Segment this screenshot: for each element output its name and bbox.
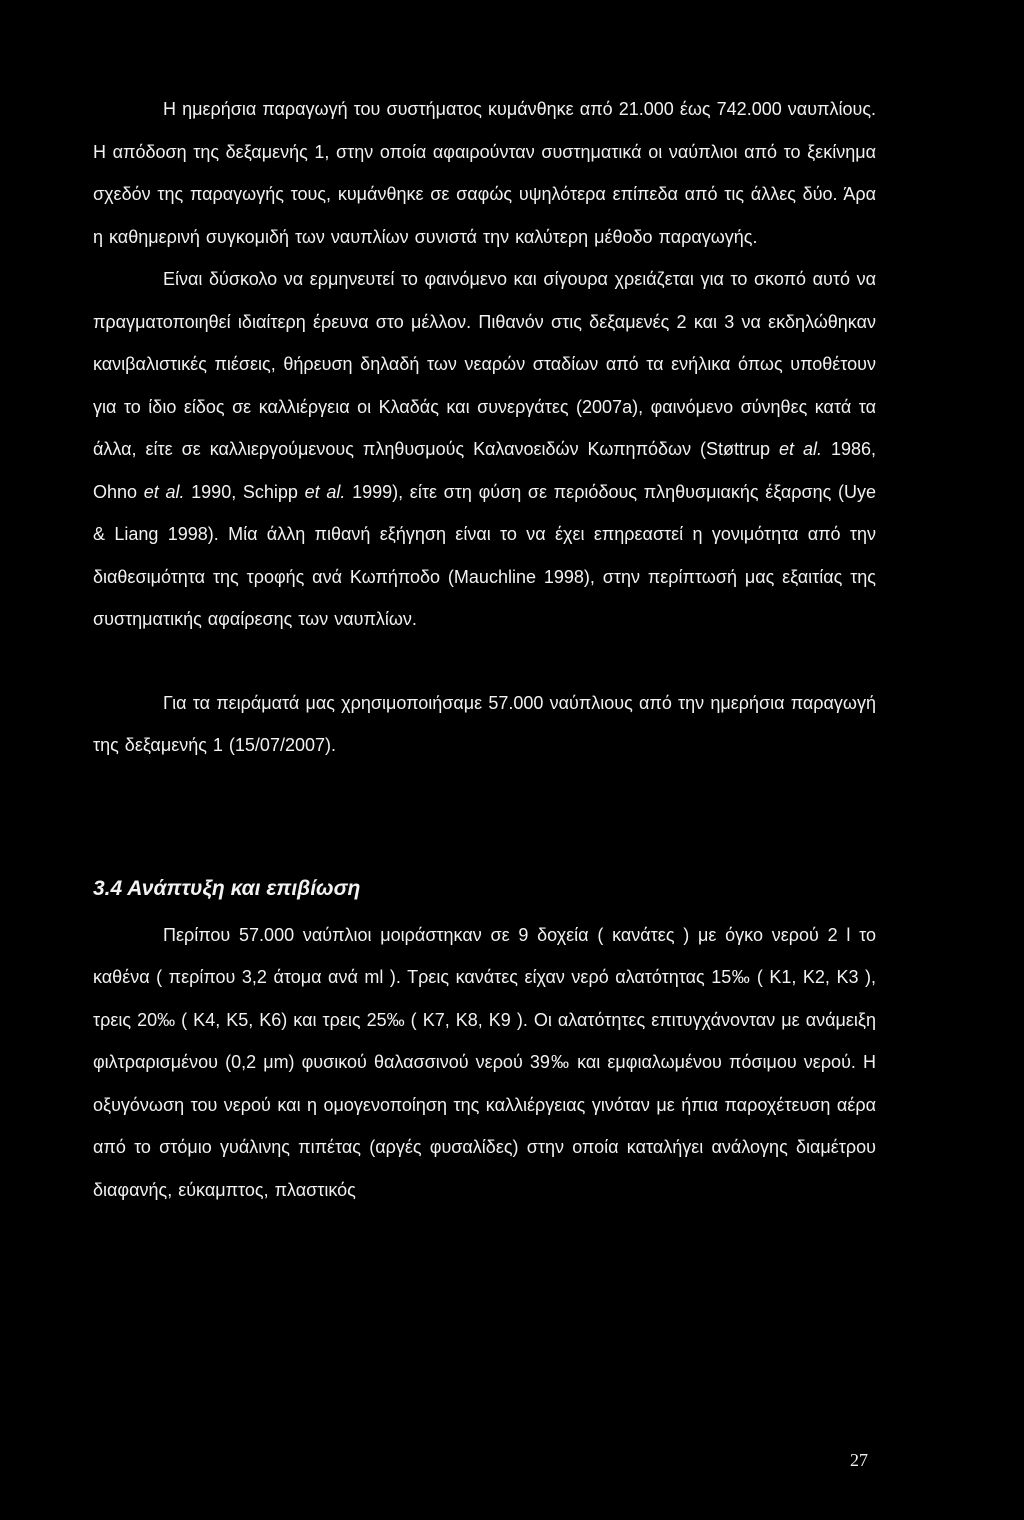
spacer bbox=[93, 767, 876, 874]
paragraph-growth-survival: Περίπου 57.000 ναύπλιοι μοιράστηκαν σε 9 δοχεία ( κανάτες ) με όγκο νερού 2 l το καθένα ( περίπου 3,2 άτομα ανά ml ). Τρεις κανάτες είχαν νερό αλατότητας 15‰ ( K1, K2, K3 ), τρεις 20‰ ( K4, K5, K6) και τρεις 25‰ ( K7, K8, K9 ). Οι αλατότητες επιτυγχάνονταν με ανάμειξη φιλτραρισμένου (0,2 μm) φυσικού θαλασσινού νερού 39‰ και εμφιαλωμένου πόσιμου νερού. Η οξυγόνωση του νερού και η ομογενοποίηση της καλλιέργειας γινόταν με ήπια παροχέτευση αέρα από το στόμιο γυάλινης πιπέτας (αργές φυσαλίδες) στην οποία καταλήγει ανάλογης διαμέτρου διαφανής, εύκαμπτος, πλαστικός bbox=[93, 924, 876, 1200]
citation-et-al: et al. bbox=[143, 481, 185, 502]
paragraph-text: Η ημερήσια παραγωγή του συστήματος κυμάνθηκε από 21.000 έως 742.000 ναυπλίους. Η απόδοση της δεξαμενής 1, στην οποία αφαιρούνταν συστηματικά οι ναύπλιοι από το ξεκίνημα σχεδόν της παραγωγής τους, κυμάνθηκε σε σαφώς υψηλότερα επίπεδα από τις άλλες δύο. Άρα η καθημερινή συγκομιδή των ναυπλίων συνιστά την καλύτερη μέθοδο παραγωγής. bbox=[93, 99, 876, 247]
paragraph-text: Είναι δύσκολο να ερμηνευτεί το φαινόμενο και σίγουρα χρειάζεται για το σκοπό αυτό να πραγματοποιηθεί ιδιαίτερη έρευνα στο μέλλον. Πιθανόν στις δεξαμενές 2 και 3 να εκδηλώθηκαν κανιβαλιστικές πιέσεις, θήρευση δηλαδή των νεαρών σταδίων από τα ενήλικα όπως υποθέτουν για το ίδιο είδος σε καλλιέργεια οι Κλαδάς και συνεργάτες (2007a), φαινόμενο σύνηθες κατά τα άλλα, είτε σε καλλιεργούμενους πληθυσμούς Καλανοειδών Κωπηπόδων (Støttrup bbox=[93, 269, 876, 459]
paragraph-text: 1999), είτε στη φύση σε περιόδους πληθυσμιακής έξαρσης (Uye & Liang 1998). Μία άλλη πιθανή εξήγηση είναι το να έχει επηρεαστεί η γονιμότητα από την διαθεσιμότητα της τροφής ανά Κωπήποδο (Mauchline 1998), στην περίπτωσή μας εξαιτίας της συστηματικής αφαίρεσης των ναυπλίων. bbox=[93, 481, 876, 629]
paragraph-text: 1990, Schipp bbox=[184, 481, 305, 502]
citation-et-al: et al. bbox=[779, 439, 822, 459]
paragraph-experiments: Για τα πειράματά μας χρησιμοποιήσαμε 57.000 ναύπλιους από την ημερήσια παραγωγή της δεξαμενής 1 (15/07/2007). bbox=[93, 692, 876, 755]
citation-et-al: et al. bbox=[304, 481, 346, 502]
paragraph-interpretation bbox=[93, 258, 876, 641]
paragraph-daily-production bbox=[93, 88, 876, 258]
paragraph-text: 1986, Ohno bbox=[93, 439, 877, 502]
page-number: 27 bbox=[850, 1450, 868, 1470]
document-body bbox=[93, 88, 876, 1211]
section-heading: 3.4 Ανάπτυξη και επιβίωση bbox=[93, 876, 361, 900]
spacer bbox=[93, 641, 876, 682]
